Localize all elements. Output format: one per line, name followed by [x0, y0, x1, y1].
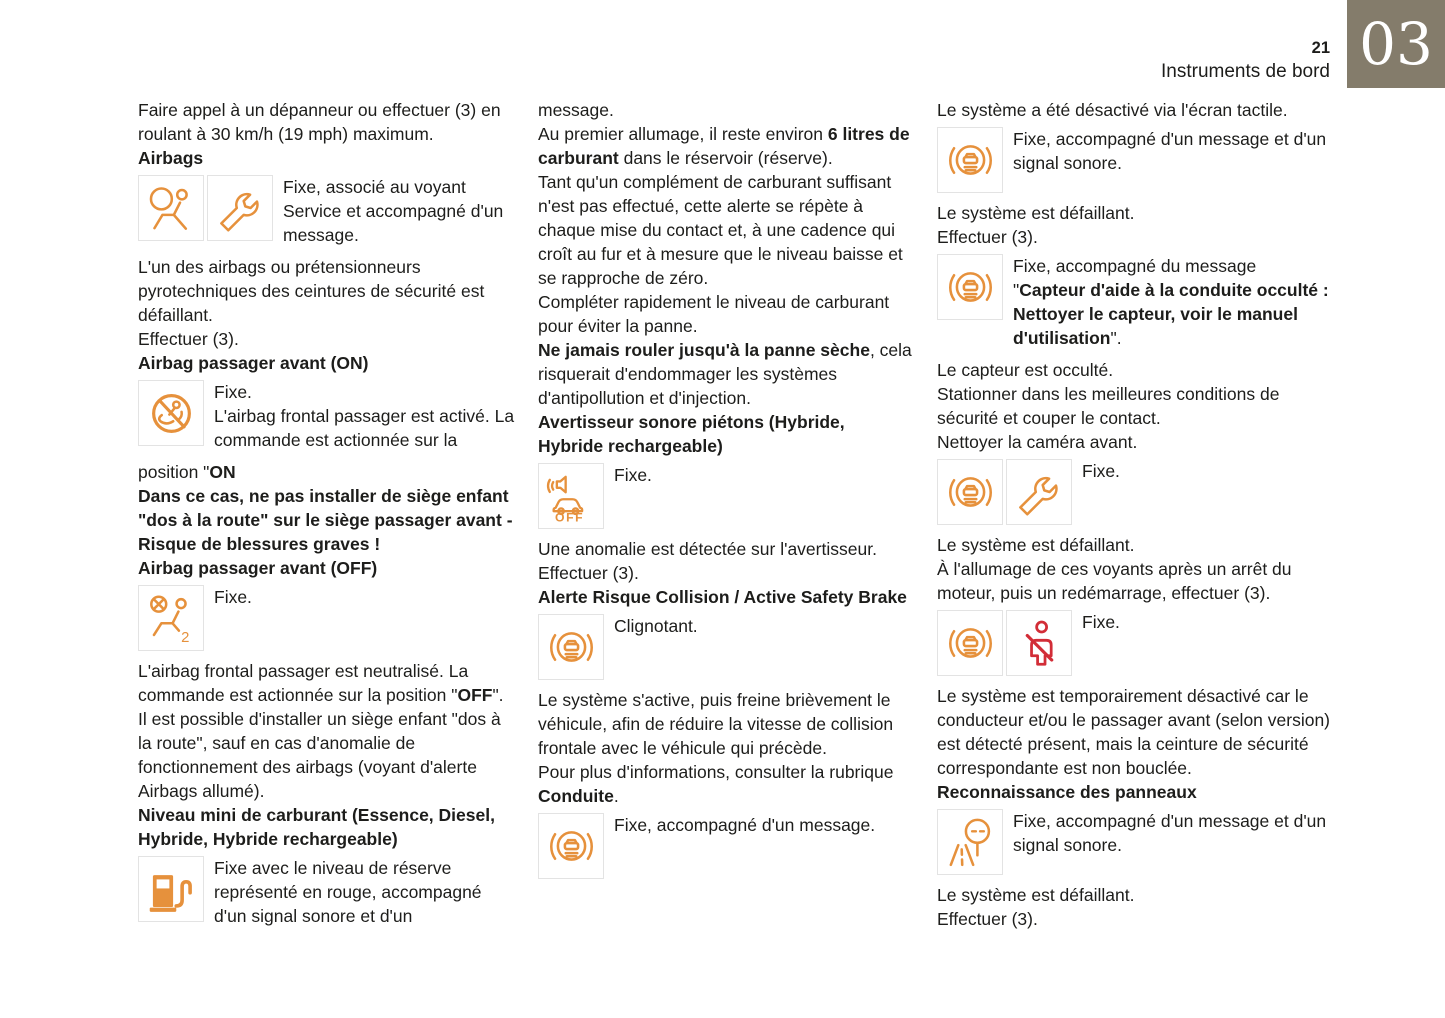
text: dans le réservoir (réserve). — [618, 148, 833, 168]
paragraph — [138, 327, 516, 351]
warning-light-description — [276, 175, 516, 247]
paragraph — [538, 338, 912, 410]
service-wrench-icon — [207, 175, 273, 241]
warning-light-description — [607, 614, 912, 638]
warning-light-row — [138, 380, 516, 452]
heading — [138, 351, 516, 375]
text: ". — [1110, 328, 1122, 348]
warning-light-description — [207, 585, 516, 609]
text: Le système est défaillant. — [937, 203, 1135, 223]
warning-light-row — [138, 585, 516, 651]
service-wrench-icon — [1006, 459, 1072, 525]
text: À l'allumage de ces voyants après un arrêt du moteur, puis un redémarrage, effectuer (3). — [937, 559, 1292, 603]
airbag-passenger-on-icon — [138, 380, 204, 446]
paragraph — [538, 537, 912, 561]
warning-light-row — [937, 610, 1333, 676]
paragraph — [937, 201, 1333, 225]
text-bold: Airbags — [138, 148, 204, 168]
heading — [937, 780, 1333, 804]
warning-light-description — [1006, 254, 1333, 350]
seatbelt-unfastened-icon — [1006, 610, 1072, 676]
warning-light-description — [1006, 127, 1333, 175]
collision-alert-icon — [538, 813, 604, 879]
paragraph — [937, 225, 1333, 249]
column-center — [538, 98, 912, 887]
heading — [538, 410, 912, 458]
text: Le capteur est occulté. — [937, 360, 1114, 380]
text: Tant qu'un complément de carburant suffisant n'est pas effectué, cette alerte se répète à chaque mise du contact et, à une cadence qui croît au fur et à mesure que le niveau baisse et se rapproche de zéro. — [538, 172, 903, 288]
text-bold: ON — [209, 462, 236, 482]
warning-light-description — [1075, 610, 1333, 634]
column-left — [138, 98, 516, 936]
airbag-passenger-off-icon — [138, 585, 204, 651]
text: Le système s'active, puis freine brièvement le véhicule, afin de réduire la vitesse de collision frontale avec le véhicule qui précède. — [538, 690, 894, 758]
collision-alert-icon — [937, 459, 1003, 525]
airbag-icon — [138, 175, 204, 241]
text: Fixe. — [614, 465, 652, 485]
paragraph — [538, 290, 912, 338]
warning-light-row — [538, 463, 912, 529]
text: Stationner dans les meilleures conditions de sécurité et couper le contact. — [937, 384, 1280, 428]
warning-light-row — [138, 856, 516, 928]
warning-light-row — [538, 614, 912, 680]
text-bold: Airbag passager avant (OFF) — [138, 558, 378, 578]
paragraph — [538, 760, 912, 808]
warning-light-row — [937, 127, 1333, 193]
text-bold: Capteur d'aide à la conduite occulté : Nettoyer le capteur, voir le manuel d'utilisation — [1013, 280, 1329, 348]
text-bold: Ne jamais rouler jusqu'à la panne sèche — [538, 340, 870, 360]
warning-light-description — [607, 463, 912, 487]
text: Il est possible d'installer un siège enfant "dos à la route", sauf en cas d'anomalie de fonctionnement des airbags (voyant d'alerte Airbags allumé). — [138, 709, 501, 801]
heading — [138, 556, 516, 580]
paragraph — [937, 98, 1333, 122]
svg-text:OFF: OFF — [554, 509, 584, 522]
text: Pour plus d'informations, consulter la rubrique — [538, 762, 894, 782]
text: Une anomalie est détectée sur l'avertisseur. — [538, 539, 877, 559]
heading — [138, 803, 516, 851]
text: L'airbag frontal passager est neutralisé. La commande est actionnée sur la position " — [138, 661, 469, 705]
collision-alert-icon — [937, 254, 1003, 320]
paragraph — [138, 255, 516, 327]
page-number: 21 — [1311, 39, 1330, 57]
paragraph — [138, 659, 516, 803]
heading — [538, 585, 912, 609]
warning-light-row — [937, 459, 1333, 525]
text: Effectuer (3). — [538, 563, 639, 583]
text: Effectuer (3). — [937, 227, 1038, 247]
column-right — [937, 98, 1333, 931]
text: Fixe. — [214, 382, 252, 402]
sign-recognition-icon — [937, 809, 1003, 875]
text-bold: Alerte Risque Collision / Active Safety Brake — [538, 587, 907, 607]
text: Fixe, accompagné d'un message et d'un signal sonore. — [1013, 811, 1327, 855]
text: Fixe, accompagné d'un message et d'un signal sonore. — [1013, 129, 1327, 173]
text: position " — [138, 462, 210, 482]
heading — [138, 146, 516, 170]
text: Effectuer (3). — [937, 909, 1038, 929]
chapter-tab: 03 — [1347, 0, 1445, 88]
text: Effectuer (3). — [138, 329, 239, 349]
text: Faire appel à un dépanneur ou effectuer (3) en roulant à 30 km/h (19 mph) maximum. — [138, 100, 501, 144]
text: Fixe, accompagné d'un message. — [614, 815, 876, 835]
text: Fixe avec le niveau de réserve représenté en rouge, accompagné d'un signal sonore et d'un — [214, 858, 482, 926]
warning-light-row — [138, 175, 516, 247]
warning-light-description — [607, 813, 912, 837]
text-bold: Reconnaissance des panneaux — [937, 782, 1197, 802]
paragraph — [538, 122, 912, 170]
warning-light-description — [1006, 809, 1333, 857]
warning-light-description — [207, 856, 516, 928]
text-bold: Conduite — [538, 786, 614, 806]
text-bold: 6 litres de carburant — [538, 124, 910, 168]
paragraph — [937, 358, 1333, 382]
text-bold: Dans ce cas, ne pas installer de siège enfant "dos à la route" sur le siège passager avant - Risque de blessures graves ! — [138, 486, 513, 554]
fuel-min-icon — [138, 856, 204, 922]
text: Le système a été désactivé via l'écran tactile. — [937, 100, 1288, 120]
text: Le système est défaillant. — [937, 885, 1135, 905]
paragraph — [538, 561, 912, 585]
text-bold: Avertisseur sonore piétons (Hybride, Hybride rechargeable) — [538, 412, 845, 456]
text: Au premier allumage, il reste environ — [538, 124, 828, 144]
text: message. — [538, 100, 614, 120]
warning-light-row — [937, 254, 1333, 350]
text: ". — [492, 685, 504, 705]
warning-light-description — [207, 380, 516, 452]
paragraph — [937, 684, 1333, 780]
paragraph — [538, 170, 912, 290]
heading — [138, 484, 516, 556]
text: Le système est temporairement désactivé car le conducteur et/ou le passager avant (selon version) est détecté présent, mais la ceinture de sécurité correspondante est non bouclée. — [937, 686, 1331, 778]
warning-light-row — [937, 809, 1333, 875]
text: L'un des airbags ou prétensionneurs pyrotechniques des ceintures de sécurité est défaillant. — [138, 257, 485, 325]
paragraph — [538, 98, 912, 122]
paragraph — [937, 557, 1333, 605]
paragraph — [937, 382, 1333, 430]
paragraph — [138, 98, 516, 146]
text-bold: OFF — [457, 685, 493, 705]
warning-light-description — [1075, 459, 1333, 483]
text: Clignotant. — [614, 616, 698, 636]
paragraph — [138, 460, 516, 484]
text: L'airbag frontal passager est activé. La commande est actionnée sur la — [214, 406, 515, 450]
text: Fixe, associé au voyant Service et accompagné d'un message. — [283, 177, 504, 245]
text: Nettoyer la caméra avant. — [937, 432, 1138, 452]
text: , cela risquerait d'endommager les systèmes d'antipollution et d'injection. — [538, 340, 912, 408]
collision-alert-icon — [937, 127, 1003, 193]
paragraph — [937, 883, 1333, 907]
collision-alert-icon — [538, 614, 604, 680]
text-bold: Airbag passager avant (ON) — [138, 353, 369, 373]
paragraph — [937, 533, 1333, 557]
text: " — [1013, 280, 1020, 300]
text-bold: Niveau mini de carburant (Essence, Diesel, Hybride, Hybride rechargeable) — [138, 805, 495, 849]
svg-text:2: 2 — [180, 629, 189, 644]
text: Fixe. — [214, 587, 252, 607]
text: Compléter rapidement le niveau de carburant pour éviter la panne. — [538, 292, 890, 336]
text: Fixe. — [1082, 612, 1120, 632]
text: . — [613, 786, 619, 806]
collision-alert-icon — [937, 610, 1003, 676]
paragraph — [937, 907, 1333, 931]
text: Fixe, accompagné du message — [1013, 256, 1257, 276]
paragraph — [937, 430, 1333, 454]
pedestrian-horn-off-icon — [538, 463, 604, 529]
section-title: Instruments de bord — [1161, 61, 1330, 82]
paragraph — [538, 688, 912, 760]
warning-light-row — [538, 813, 912, 879]
text: Le système est défaillant. — [937, 535, 1135, 555]
text: Fixe. — [1082, 461, 1120, 481]
